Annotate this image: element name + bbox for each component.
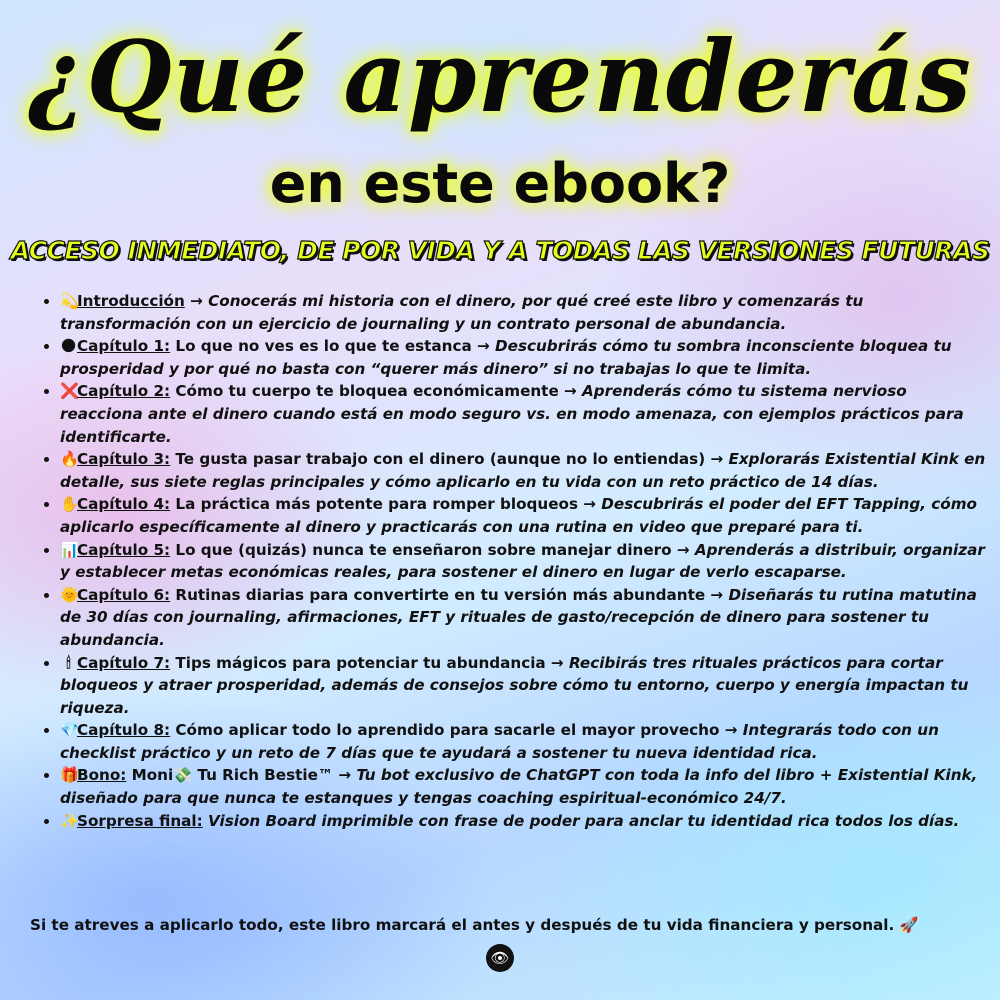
chapter-title: Te gusta pasar trabajo con el dinero (aunque no lo entiendas) → bbox=[170, 450, 729, 469]
chapter-item bbox=[60, 764, 990, 809]
eye-logo-icon: 👁 bbox=[486, 944, 514, 972]
chapter-title: Lo que no ves es lo que te estanca → bbox=[170, 337, 496, 356]
chapter-item bbox=[60, 448, 990, 493]
candle-icon: 🕯 bbox=[66, 653, 71, 672]
raised-hand-icon: ✋ bbox=[60, 495, 79, 514]
dizzy-star-icon: 💫 bbox=[60, 292, 79, 310]
sparkles-icon: ✨ bbox=[60, 811, 79, 830]
chapter-item bbox=[60, 380, 990, 448]
sun-face-icon: 🌞 bbox=[60, 585, 79, 604]
chapter-label: Bono: bbox=[77, 766, 127, 785]
chapter-item bbox=[60, 719, 990, 764]
access-banner: ACCESO INMEDIATO, DE POR VIDA Y A TODAS LAS VERSIONES FUTURAS bbox=[10, 236, 990, 265]
chapter-label: Capítulo 5: bbox=[77, 540, 171, 559]
chapter-label: Capítulo 3: bbox=[77, 450, 171, 469]
chapter-description: Recibirás tres rituales prácticos para cortar bloqueos y atraer prosperidad, además de consejos sobre cómo tu entorno, cuerpo y energía impactan tu riqueza. bbox=[60, 653, 969, 717]
chapter-description: Tu bot exclusivo de ChatGPT con toda la info del libro + Existential Kink, diseñado para que nunca te estanques y tengas coaching espiritual-económico 24/7. bbox=[60, 766, 978, 808]
cross-mark-icon: ❌ bbox=[60, 382, 79, 401]
chapter-item bbox=[60, 539, 990, 584]
chapter-description: Diseñarás tu rutina matutina de 30 días con journaling, afirmaciones, EFT y rituales de gasto/recepción de dinero para sostener tu abundancia. bbox=[60, 585, 977, 649]
chapter-description: Aprenderás cómo tu sistema nervioso reacciona ante el dinero cuando está en modo seguro vs. en modo amenaza, con ejemplos prácticos para identificarte. bbox=[60, 382, 964, 446]
chapter-description: Conocerás mi historia con el dinero, por qué creé este libro y comenzarás tu transformación con un ejercicio de journaling y un contrato personal de abundancia. bbox=[60, 292, 864, 333]
chapter-label: Introducción bbox=[77, 292, 185, 310]
chapter-item bbox=[60, 584, 990, 652]
chapter-list bbox=[34, 290, 990, 832]
gift-icon: 🎁 bbox=[60, 766, 79, 785]
chapter-description: Integrarás todo con un checklist práctico y un reto de 7 días que te ayudará a sostener tu nueva identidad rica. bbox=[60, 721, 939, 762]
chapter-description: Descubrirás el poder del EFT Tapping, cómo aplicarlo específicamente al dinero y practicarás con una rutina en video que preparé para ti. bbox=[60, 495, 977, 536]
page-subtitle: en este ebook? bbox=[269, 152, 731, 215]
chapter-title: Cómo tu cuerpo te bloquea económicamente → bbox=[170, 382, 583, 401]
chapter-label: Capítulo 8: bbox=[77, 721, 171, 740]
chapter-label: Capítulo 2: bbox=[77, 382, 171, 401]
chapter-title: Moni💸 Tu Rich Bestie™ → bbox=[126, 766, 357, 785]
chapter-item bbox=[60, 290, 990, 335]
chapter-title: → bbox=[184, 292, 209, 310]
chapter-title: La práctica más potente para romper bloqueos → bbox=[170, 495, 602, 514]
chapter-label: Capítulo 4: bbox=[77, 495, 171, 514]
chapter-description: Vision Board imprimible con frase de poder para anclar tu identidad rica todos los días. bbox=[208, 811, 960, 830]
chapter-description: Descubrirás cómo tu sombra inconsciente bloquea tu prosperidad y por qué no basta con “querer más dinero” si no trabajas lo que te limita. bbox=[60, 337, 952, 378]
chapter-label: Sorpresa final: bbox=[77, 811, 203, 830]
chapter-label: Capítulo 6: bbox=[77, 585, 171, 604]
chapter-item bbox=[60, 652, 990, 720]
chapter-title: Lo que (quizás) nunca te enseñaron sobre manejar dinero → bbox=[170, 540, 695, 559]
chapter-title: Cómo aplicar todo lo aprendido para sacarle el mayor provecho → bbox=[170, 721, 743, 740]
chapter-title: Rutinas diarias para convertirte en tu versión más abundante → bbox=[170, 585, 729, 604]
chapter-item bbox=[60, 493, 990, 538]
fire-icon: 🔥 bbox=[60, 450, 79, 469]
bar-chart-icon: 📊 bbox=[60, 540, 79, 559]
page-title: ¿Qué aprenderás bbox=[28, 20, 972, 135]
chapter-description: Aprenderás a distribuir, organizar y establecer metas económicas reales, para sostener el dinero en lugar de verlo escaparse. bbox=[60, 540, 985, 582]
chapter-description: Explorarás Existential Kink en detalle, sus siete reglas principales y cómo aplicarlo en tu vida con un reto práctico de 14 días. bbox=[60, 450, 986, 491]
new-moon-icon: 🌑 bbox=[60, 337, 77, 356]
chapter-item bbox=[60, 335, 990, 380]
chapter-item bbox=[60, 810, 990, 833]
closing-statement: Si te atreves a aplicarlo todo, este libro marcará el antes y después de tu vida financiera y personal. 🚀 bbox=[30, 916, 919, 934]
chapter-label: Capítulo 7: bbox=[77, 653, 171, 672]
gem-icon: 💎 bbox=[60, 721, 79, 740]
chapter-label: Capítulo 1: bbox=[77, 337, 171, 356]
chapter-title: Tips mágicos para potenciar tu abundancia → bbox=[170, 653, 569, 672]
